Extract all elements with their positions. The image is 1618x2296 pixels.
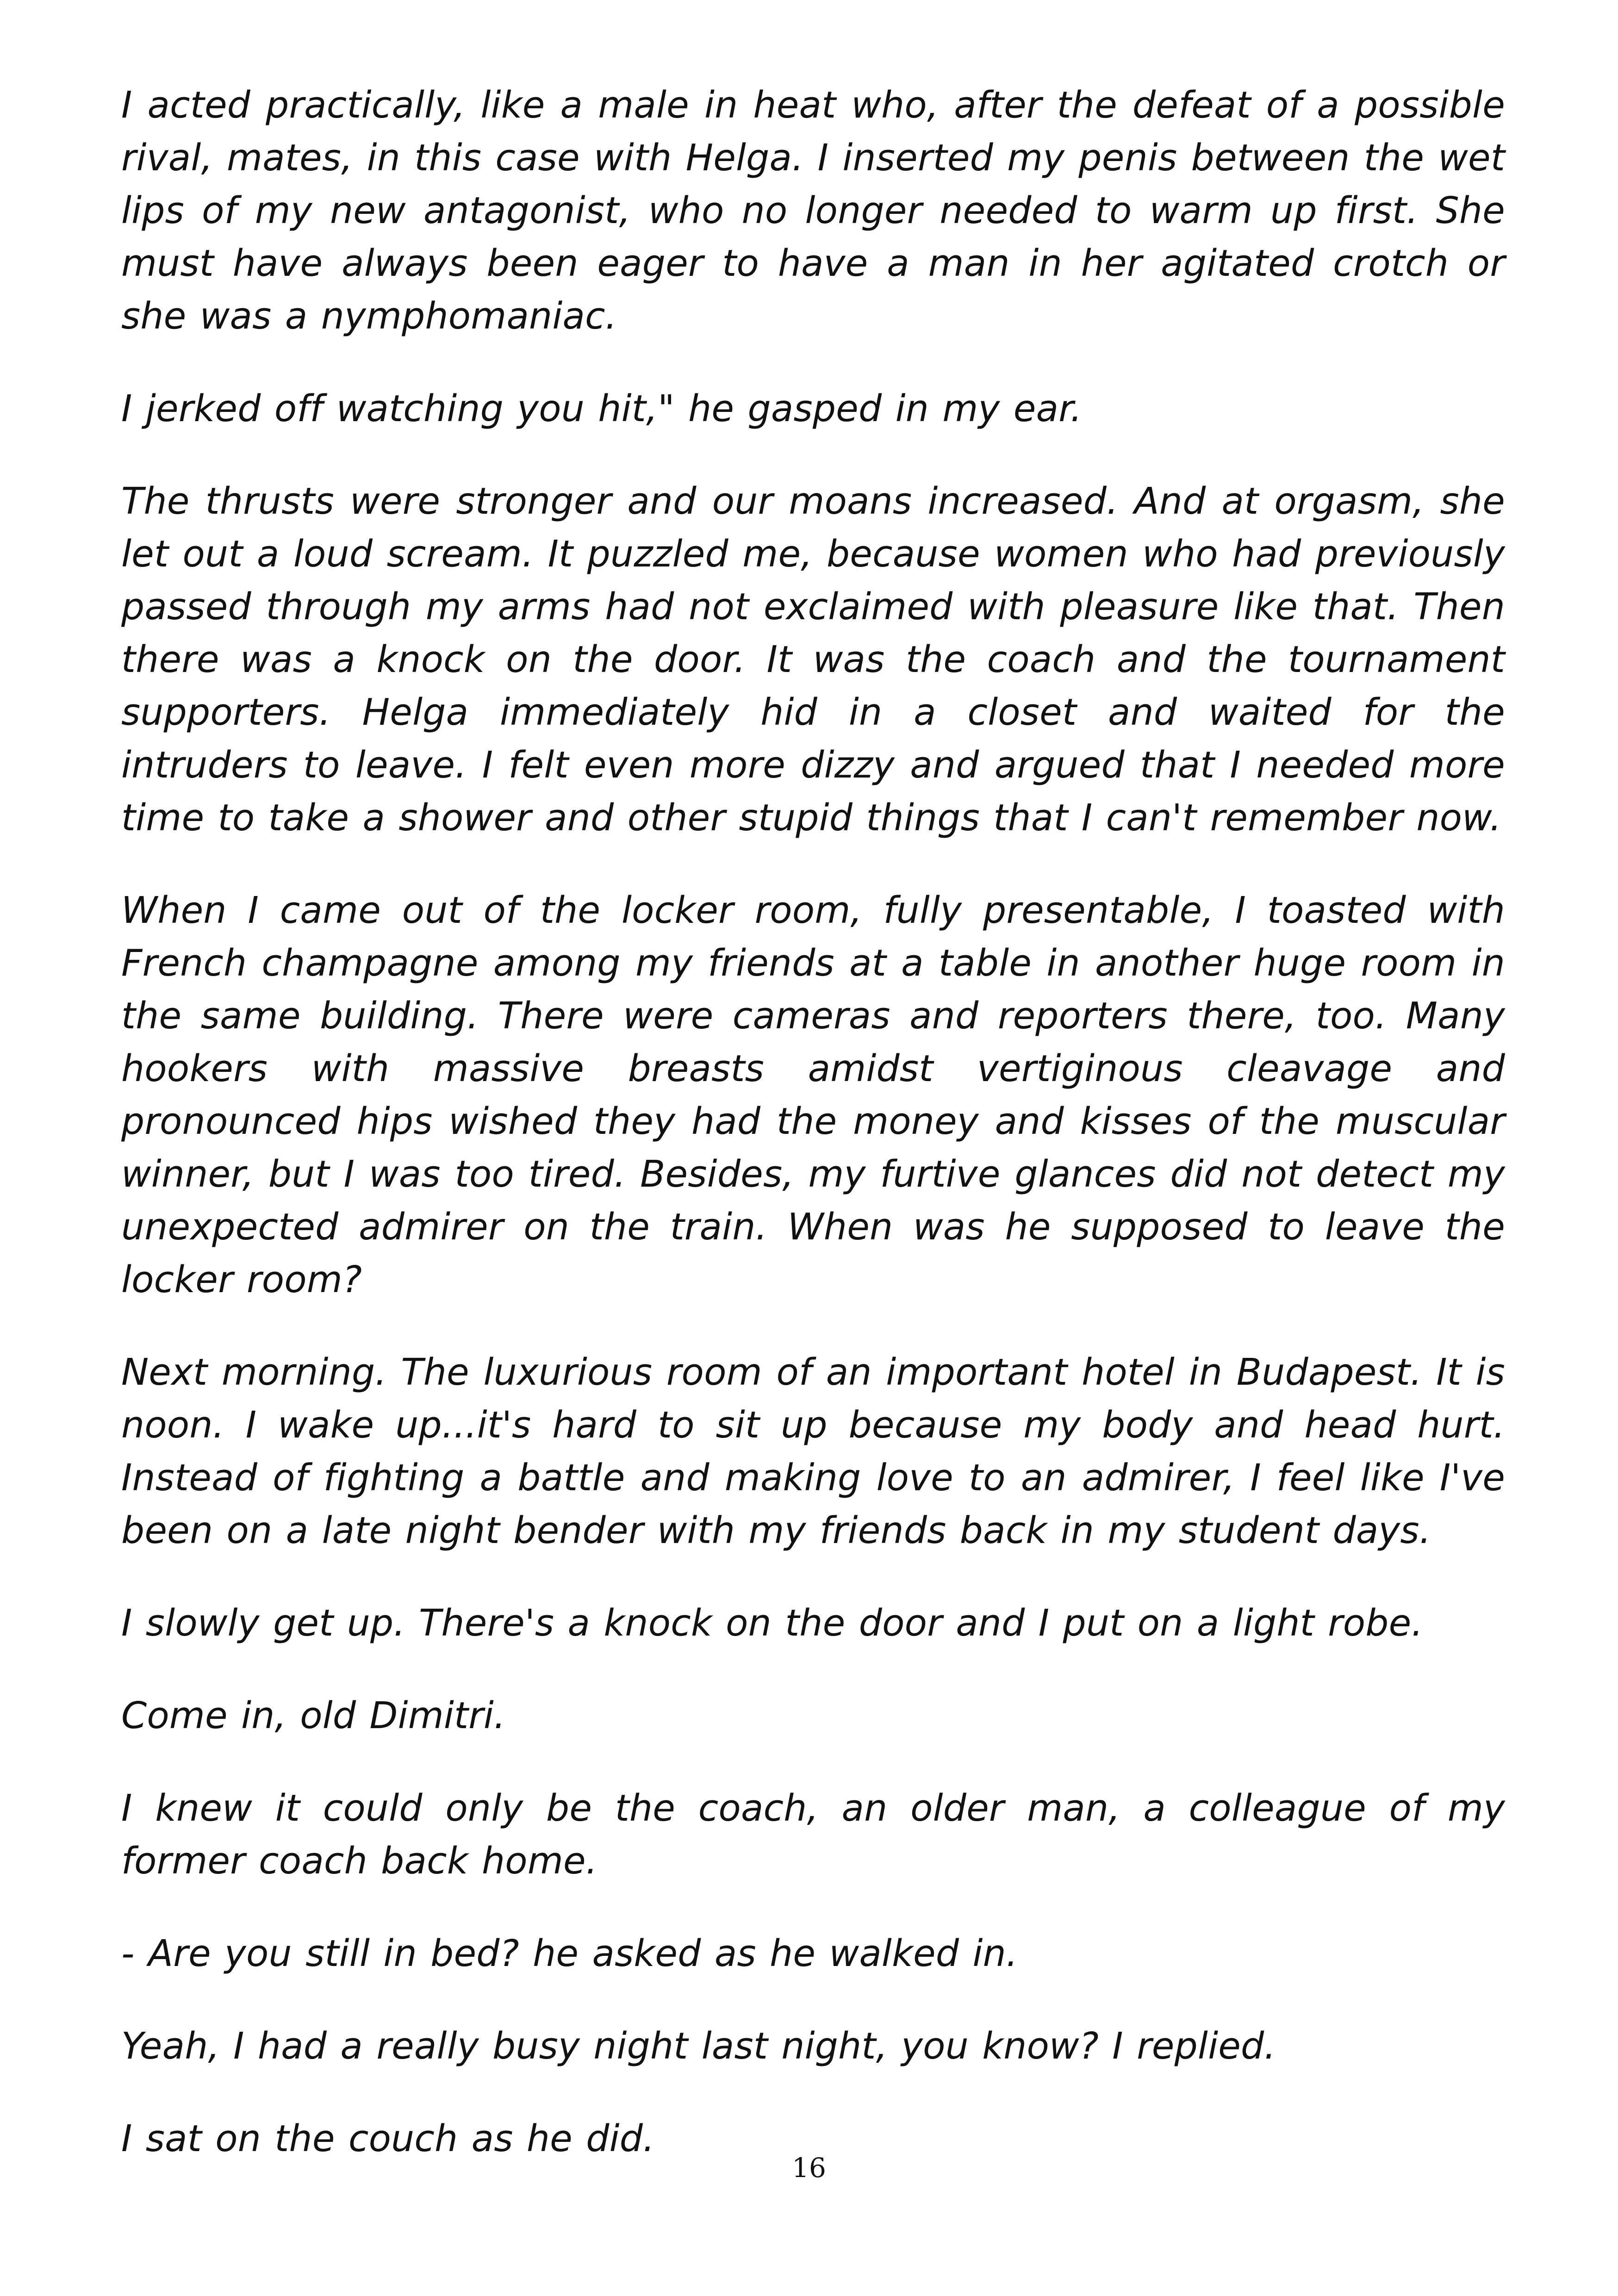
page-number: 16 <box>792 2152 826 2184</box>
paragraph: Yeah, I had a really busy night last night, you know? I replied. <box>121 2025 1276 2067</box>
paragraph: - Are you still in bed? he asked as he walked in. <box>121 1932 1018 1975</box>
paragraph: I knew it could only be the coach, an older man, a colleague of my former coach back home. <box>121 1787 1505 1882</box>
paragraph: I acted practically, like a male in heat who, after the defeat of a possible rival, mates, in this case with Helga. I inserted my penis between the wet lips of my new antagonist, who no longer needed to warm up first. She must have always been eager to have a man in her agitated crotch or she was a nymphomaniac. <box>121 84 1505 337</box>
paragraph: When I came out of the locker room, fully presentable, I toasted with French champagne among my friends at a table in another huge room in the same building. There were cameras and reporters there, too. Many hookers with massive breasts amidst vertiginous cleavage and pronounced hips wished they had the money and kisses of the muscular winner, but I was too tired. Besides, my furtive glances did not detect my unexpected admirer on the train. When was he supposed to leave the locker room? <box>121 889 1505 1301</box>
paragraph: Come in, old Dimitri. <box>121 1694 506 1737</box>
paragraph: I slowly get up. There's a knock on the door and I put on a light robe. <box>121 1602 1423 1644</box>
paragraph: Next morning. The luxurious room of an important hotel in Budapest. It is noon. I wake up...it's hard to sit up because my body and head hurt. Instead of fighting a battle and making love to an admirer, I feel like I've been on a late night bender with my friends back in my student days. <box>121 1351 1505 1552</box>
page-body <box>121 79 1505 2205</box>
paragraph: The thrusts were stronger and our moans increased. And at orgasm, she let out a loud scream. It puzzled me, because women who had previously passed through my arms had not exclaimed with pleasure like that. Then there was a knock on the door. It was the coach and the tournament supporters. Helga immediately hid in a closet and waited for the intruders to leave. I felt even more dizzy and argued that I needed more time to take a shower and other stupid things that I can't remember now. <box>121 480 1505 839</box>
paragraph: I jerked off watching you hit," he gasped in my ear. <box>121 387 1082 430</box>
paragraph: I sat on the couch as he did. <box>121 2117 655 2160</box>
